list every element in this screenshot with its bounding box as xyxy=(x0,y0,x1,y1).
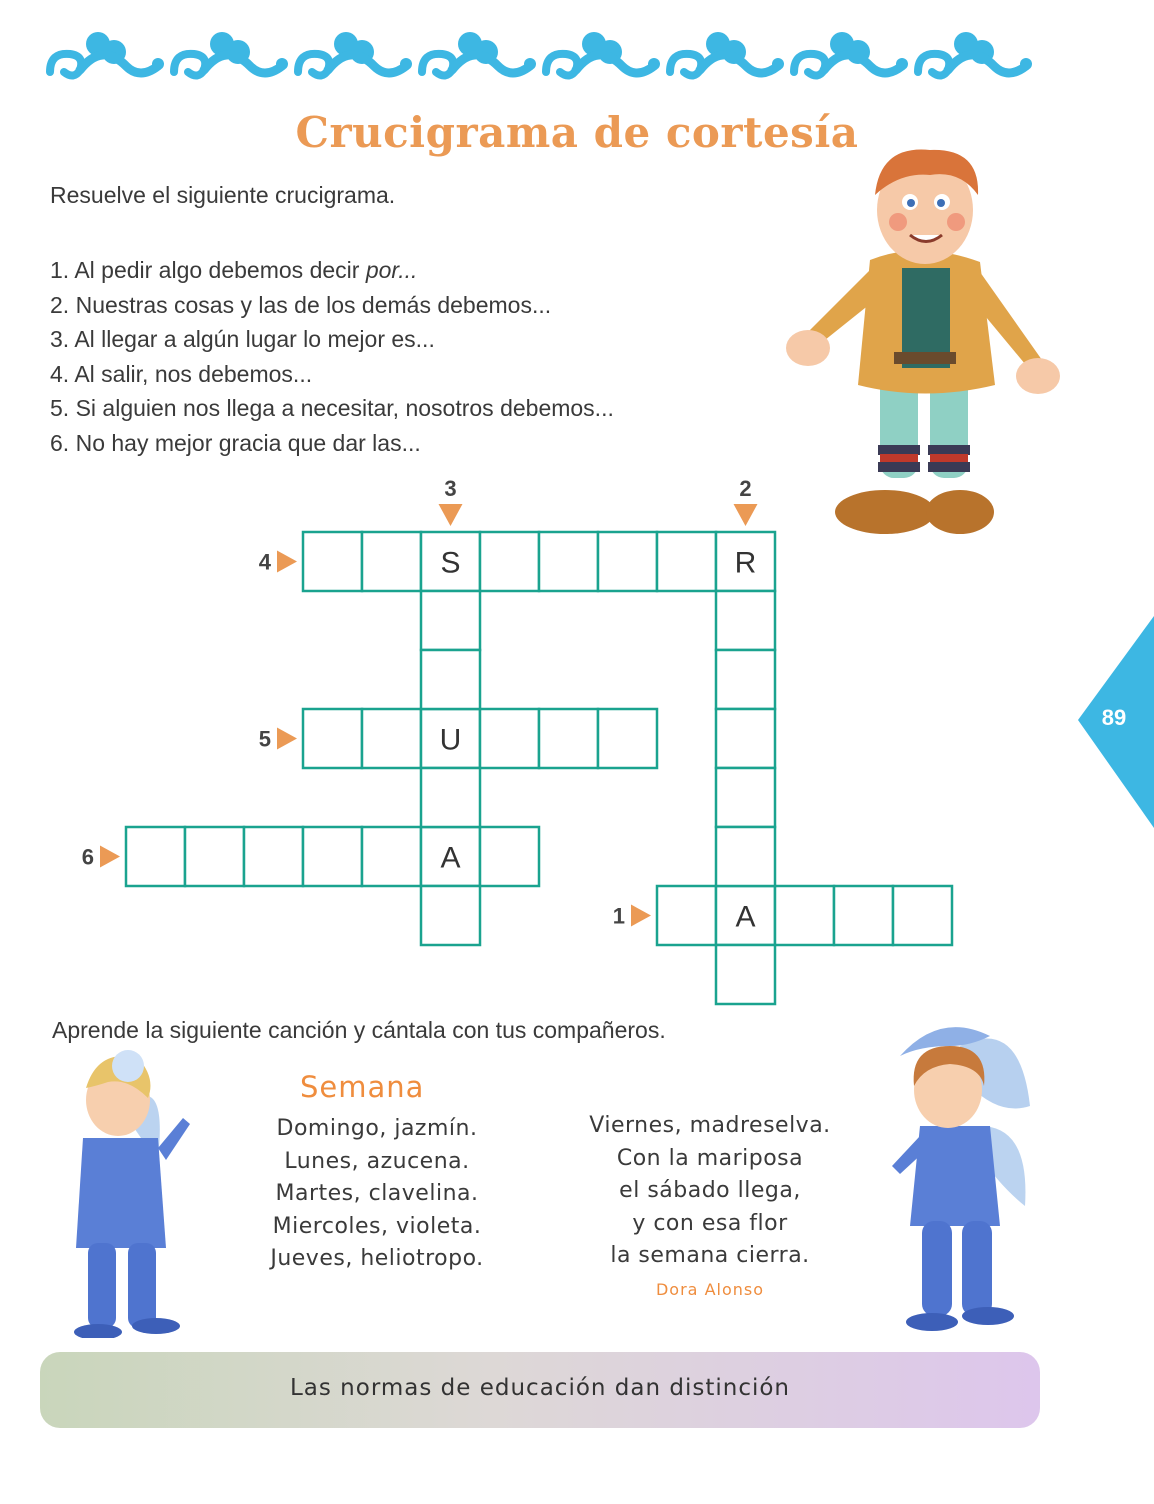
crossword-cell[interactable] xyxy=(657,886,716,945)
instruction-text: Resuelve el siguiente crucigrama. xyxy=(50,182,396,208)
crossword-given-letter: S xyxy=(440,546,461,580)
crossword-cell[interactable] xyxy=(421,827,480,886)
crossword-cell[interactable] xyxy=(716,532,775,591)
crossword-cell-box[interactable] xyxy=(362,532,421,591)
crossword-cell-box[interactable] xyxy=(480,827,539,886)
crossword-cell[interactable] xyxy=(421,591,480,650)
song-line: Lunes, azucena. xyxy=(284,1148,470,1174)
page-title: Crucigrama de cortesía xyxy=(295,108,859,157)
crossword-cell[interactable] xyxy=(421,532,480,591)
crossword-cell-box[interactable] xyxy=(716,827,775,886)
crossword-cell-box[interactable] xyxy=(421,886,480,945)
crossword-cell[interactable] xyxy=(421,768,480,827)
crossword-cell-box[interactable] xyxy=(598,709,657,768)
crossword-cell[interactable] xyxy=(893,886,952,945)
crossword-cell[interactable] xyxy=(716,709,775,768)
fairy-boy-illustration xyxy=(48,1048,198,1338)
scroll-ornament-icon xyxy=(670,32,784,76)
crossword-cell-box[interactable] xyxy=(480,709,539,768)
page-number: 89 xyxy=(1101,705,1127,730)
crossword-cell[interactable] xyxy=(716,886,775,945)
crossword-cell-box[interactable] xyxy=(716,650,775,709)
song-line: la semana cierra. xyxy=(610,1243,810,1268)
crossword-cell[interactable] xyxy=(244,827,303,886)
crossword-cell-box[interactable] xyxy=(480,532,539,591)
crossword-cell[interactable] xyxy=(362,827,421,886)
crossword-cell-box[interactable] xyxy=(362,709,421,768)
crossword-cell-box[interactable] xyxy=(716,709,775,768)
across-arrow-icon xyxy=(100,846,120,868)
crossword-cell[interactable] xyxy=(126,827,185,886)
across-arrow-icon xyxy=(277,551,297,573)
down-arrow-icon xyxy=(439,504,463,526)
crossword-given-letter: A xyxy=(735,900,756,934)
crossword-cell-box[interactable] xyxy=(716,768,775,827)
scroll-ornament-icon xyxy=(298,32,412,76)
crossword-given-letter: R xyxy=(734,546,757,580)
crossword-cell[interactable] xyxy=(716,591,775,650)
crossword-cell[interactable] xyxy=(716,768,775,827)
crossword-cell[interactable] xyxy=(539,532,598,591)
across-arrow-icon xyxy=(631,905,651,927)
crossword-cell[interactable] xyxy=(303,532,362,591)
crossword-cell[interactable] xyxy=(421,886,480,945)
clue-list xyxy=(50,253,614,460)
clue-item: 3. Al llegar a algún lugar lo mejor es... xyxy=(50,326,435,352)
crossword-cell[interactable] xyxy=(362,532,421,591)
clue-number: 2 xyxy=(739,476,752,501)
crossword-cell[interactable] xyxy=(421,650,480,709)
crossword-cell[interactable] xyxy=(539,709,598,768)
down-arrow-icon xyxy=(734,504,758,526)
song-line: y con esa flor xyxy=(632,1210,788,1236)
crossword-cell[interactable] xyxy=(421,709,480,768)
crossword-cell-box[interactable] xyxy=(362,827,421,886)
motto-text: Las normas de educación dan distinción xyxy=(289,1375,791,1401)
crossword-cell[interactable] xyxy=(775,886,834,945)
crossword-cell-box[interactable] xyxy=(657,886,716,945)
clue-item: 6. No hay mejor gracia que dar las... xyxy=(50,429,421,456)
scroll-ornament-icon xyxy=(422,32,536,76)
crossword-cell[interactable] xyxy=(598,532,657,591)
crossword-cell[interactable] xyxy=(362,709,421,768)
scroll-ornament-icon xyxy=(50,32,164,76)
clue-number: 4 xyxy=(258,549,271,575)
clue-number: 5 xyxy=(258,726,271,752)
clue-number: 1 xyxy=(612,903,625,929)
crossword-cell-box[interactable] xyxy=(421,591,480,650)
crossword-cell[interactable] xyxy=(657,532,716,591)
clue-number: 6 xyxy=(81,844,94,870)
crossword-cell[interactable] xyxy=(716,650,775,709)
clue-item: 1. Al pedir algo debemos decir por... xyxy=(50,257,418,283)
fairy-girl-illustration xyxy=(880,1016,1040,1334)
song-intro: Aprende la siguiente canción y cántala con tus compañeros. xyxy=(52,1017,666,1043)
song-line: Martes, clavelina. xyxy=(275,1181,479,1206)
clue-number: 3 xyxy=(444,476,457,501)
song-line: Domingo, jazmín. xyxy=(276,1116,478,1141)
song-line: el sábado llega, xyxy=(619,1178,801,1203)
clue-item: 5. Si alguien nos llega a necesitar, nosotros debemos... xyxy=(50,395,614,421)
scroll-ornament-icon xyxy=(174,32,288,76)
crossword-cell-box[interactable] xyxy=(303,709,362,768)
song-title: Semana xyxy=(300,1070,425,1104)
crossword-cell-box[interactable] xyxy=(539,532,598,591)
crossword-cell[interactable] xyxy=(834,886,893,945)
crossword-cell-box[interactable] xyxy=(303,532,362,591)
boy-illustration xyxy=(780,140,1080,540)
crossword-cell[interactable] xyxy=(480,709,539,768)
crossword-cell-box[interactable] xyxy=(185,827,244,886)
song-line: Miercoles, violeta. xyxy=(272,1213,482,1239)
song-author: Dora Alonso xyxy=(655,1280,765,1299)
crossword-cell-box[interactable] xyxy=(303,827,362,886)
crossword-cell-box[interactable] xyxy=(539,709,598,768)
crossword-cell-box[interactable] xyxy=(893,886,952,945)
crossword-cell-box[interactable] xyxy=(421,650,480,709)
song-line: Viernes, madreselva. xyxy=(589,1113,831,1138)
clue-item: 2. Nuestras cosas y las de los demás debemos... xyxy=(50,291,552,318)
song-stanza-1 xyxy=(232,1113,522,1276)
song-line: Con la mariposa xyxy=(616,1145,804,1171)
scroll-ornament-icon xyxy=(918,32,1032,76)
clue-item: 4. Al salir, nos debemos... xyxy=(50,360,313,387)
crossword-cell-box[interactable] xyxy=(598,532,657,591)
crossword-cell[interactable] xyxy=(480,532,539,591)
crossword-cell[interactable] xyxy=(716,945,775,1004)
song-line: Jueves, heliotropo. xyxy=(270,1246,484,1271)
crossword-cell[interactable] xyxy=(303,827,362,886)
crossword-cell-box[interactable] xyxy=(834,886,893,945)
crossword-cell[interactable] xyxy=(598,709,657,768)
crossword-cell[interactable] xyxy=(185,827,244,886)
crossword-cell[interactable] xyxy=(480,827,539,886)
crossword-given-letter: A xyxy=(440,841,461,875)
crossword-cell-box[interactable] xyxy=(716,945,775,1004)
across-arrow-icon xyxy=(277,728,297,750)
scroll-ornament-icon xyxy=(794,32,908,76)
crossword-cell[interactable] xyxy=(716,827,775,886)
song-stanza-2 xyxy=(550,1110,870,1273)
crossword-cell-box[interactable] xyxy=(657,532,716,591)
scroll-ornament-icon xyxy=(546,32,660,76)
decorative-border xyxy=(40,22,1040,90)
crossword-cell-box[interactable] xyxy=(716,591,775,650)
crossword-cell-box[interactable] xyxy=(775,886,834,945)
crossword-cell[interactable] xyxy=(303,709,362,768)
crossword-cell-box[interactable] xyxy=(244,827,303,886)
crossword-cell-box[interactable] xyxy=(126,827,185,886)
crossword-cell-box[interactable] xyxy=(421,768,480,827)
crossword-given-letter: U xyxy=(439,723,462,757)
